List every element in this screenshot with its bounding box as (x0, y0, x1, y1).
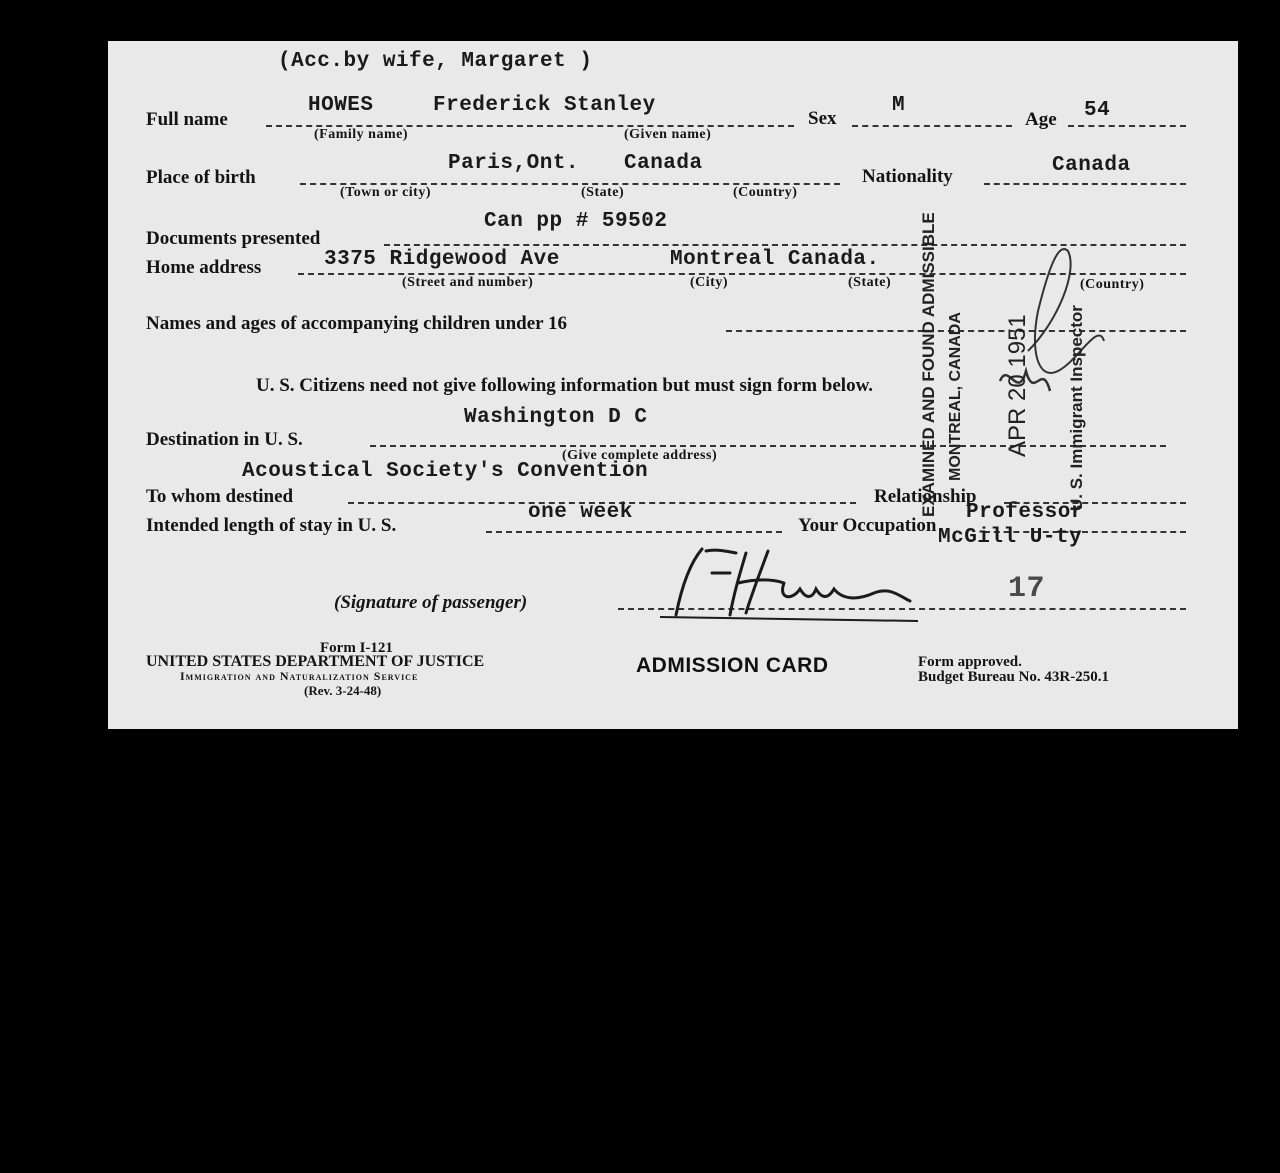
caption-city: (City) (690, 275, 728, 290)
value-street: 3375 Ridgewood Ave (324, 248, 560, 271)
length-of-stay-line (486, 531, 782, 533)
caption-town-or-city: (Town or city) (340, 185, 431, 200)
caption-family-name: (Family name) (314, 127, 408, 142)
age-line (1068, 125, 1186, 127)
label-place-of-birth: Place of birth (146, 167, 256, 188)
label-age: Age (1025, 109, 1057, 130)
passenger-signature (660, 543, 922, 623)
stamp-line1: EXAMINED AND FOUND ADMISSIBLE (919, 212, 938, 517)
label-full-name: Full name (146, 109, 228, 130)
caption-country: (Country) (733, 185, 798, 200)
label-sex: Sex (808, 108, 837, 129)
caption-give-address: (Give complete address) (562, 448, 718, 463)
footer-form-number: Form I-121 (320, 640, 393, 656)
label-length-of-stay: Intended length of stay in U. S. (146, 515, 397, 536)
immigration-stamp (908, 212, 1128, 524)
label-children: Names and ages of accompanying children under 16 (146, 313, 568, 334)
label-destination: Destination in U. S. (146, 429, 303, 450)
value-mark: 17 (1008, 572, 1046, 606)
sex-line (852, 125, 1012, 127)
label-occupation: Your Occupation (798, 515, 937, 536)
value-birth-country: Canada (624, 152, 703, 175)
label-documents-presented: Documents presented (146, 228, 321, 249)
footer-revision: (Rev. 3-24-48) (304, 683, 382, 698)
label-nationality: Nationality (862, 166, 953, 187)
header-note: (Acc.by wife, Margaret ) (278, 50, 593, 73)
value-occupation-line2: McGill U-ty (938, 526, 1083, 549)
admission-card-title: ADMISSION CARD (636, 654, 829, 677)
value-sex: M (892, 94, 906, 117)
stamp-line3: U. S. Immigrant Inspector (1067, 305, 1086, 511)
citizens-note: U. S. Citizens need not give following information but must sign form below. (256, 375, 873, 396)
value-given-name: Frederick Stanley (433, 94, 656, 117)
value-occupation-line1: Professor (966, 501, 1084, 524)
caption-addr-country: (Country) (1080, 277, 1145, 292)
stamp-date: APR 20 1951 (1004, 314, 1031, 457)
footer-approval: Form approved. (918, 654, 1022, 670)
value-age: 54 (1084, 99, 1111, 122)
caption-given-name: (Given name) (624, 127, 712, 142)
caption-addr-state: (State) (848, 275, 892, 290)
footer-department: UNITED STATES DEPARTMENT OF JUSTICE (146, 653, 485, 670)
value-family-name: HOWES (308, 94, 374, 117)
value-document: Can pp # 59502 (484, 210, 668, 233)
label-to-whom: To whom destined (146, 486, 294, 507)
stamp-line2: MONTREAL, CANADA (947, 312, 964, 481)
label-home-address: Home address (146, 257, 262, 278)
value-destined-to: Acoustical Society's Convention (242, 460, 649, 483)
label-signature: (Signature of passenger) (334, 592, 528, 613)
value-length-of-stay: one week (528, 501, 633, 524)
value-birth-town-state: Paris,Ont. (448, 152, 580, 175)
admission-card (108, 41, 1238, 729)
caption-street-and-number: (Street and number) (402, 275, 534, 290)
label-relationship: Relationship (874, 486, 977, 507)
value-nationality: Canada (1052, 154, 1131, 177)
footer-budget: Budget Bureau No. 43R-250.1 (918, 669, 1109, 685)
value-city-state: Montreal Canada. (670, 248, 880, 271)
nationality-line (984, 183, 1186, 185)
footer-service: Immigration and Naturalization Service (180, 669, 419, 683)
value-destination: Washington D C (464, 406, 648, 429)
caption-state: (State) (581, 185, 625, 200)
